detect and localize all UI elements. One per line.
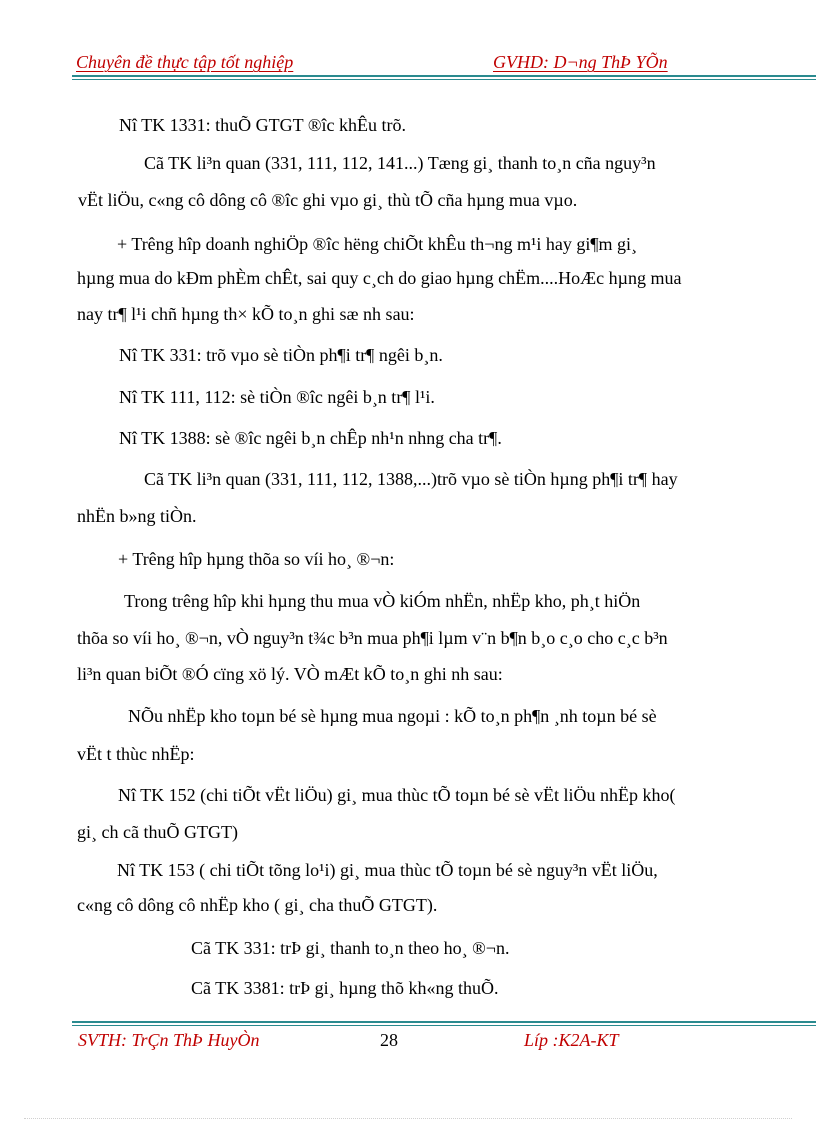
body-line: Nî TK 1331: thuÕ GTGT ®îc khÊu trõ. [119,115,406,135]
body-line: gi¸ ch cã thuÕ GTGT) [77,822,238,842]
body-line: hµng mua do kÐm phÈm chÊt, sai quy c¸ch do giao hµng chËm....HoÆc hµng mua [77,268,682,288]
body-line: Trong trêng hîp khi hµng thu mua vÒ kiÓm nhËn, nhËp kho, ph¸t hiÖn [124,591,641,611]
body-line: c«ng cô dông cô nhËp kho ( gi¸ cha thuÕ GTGT). [77,895,438,915]
body-line: Cã TK 3381: trÞ gi¸ hµng thõ kh«ng thuÕ. [191,978,499,998]
footer-rule [72,1021,816,1026]
body-line: NÕu nhËp kho toµn bé sè hµng mua ngoµi : kÕ to¸n ph¶n ¸nh toµn bé sè [128,706,657,726]
body-line: Nî TK 111, 112: sè tiÒn ®îc ngêi b¸n tr¶ l¹i. [119,387,435,407]
body-line: nhËn b»ng tiÒn. [77,506,197,526]
body-line: Cã TK li³n quan (331, 111, 112, 1388,...)trõ vµo sè tiÒn hµng ph¶i tr¶ hay [144,469,678,489]
page-edge-divider [24,1118,792,1119]
body-line: Nî TK 152 (chi tiÕt vËt liÖu) gi¸ mua thùc tÕ toµn bé sè vËt liÖu nhËp kho( [118,785,676,805]
body-line: Nî TK 153 ( chi tiÕt tõng lo¹i) gi¸ mua thùc tÕ toµn bé sè nguy³n vËt liÖu, [117,860,658,880]
body-line: Nî TK 331: trõ vµo sè tiÒn ph¶i tr¶ ngêi b¸n. [119,345,443,365]
body-line: thõa so víi ho¸ ®¬n, vÒ nguy³n t¾c b³n mua ph¶i lµm v¨n b¶n b¸o c¸o cho c¸c b³n [77,628,668,648]
body-line: Cã TK li³n quan (331, 111, 112, 141...) Tæng gi¸ thanh to¸n cña nguy³n [144,153,656,173]
footer-student: SVTH: TrÇn ThÞ HuyÒn [78,1030,260,1050]
body-line: Nî TK 1388: sè ®îc ngêi b¸n chÊp nh¹n nhng cha tr¶. [119,428,502,448]
body-line: li³n quan biÕt ®Ó cïng xö lý. VÒ mÆt kÕ to¸n ghi nh sau: [77,664,503,684]
page-number: 28 [380,1030,398,1050]
header-rule [72,75,816,80]
body-line: + Trêng hîp hµng thõa so víi ho¸ ®¬n: [118,549,395,569]
body-line: + Trêng hîp doanh nghiÖp ®îc hëng chiÕt khÊu th¬ng m¹i hay gi¶m gi¸ [117,234,637,254]
body-line: nay tr¶ l¹i chñ hµng th× kÕ to¸n ghi sæ nh sau: [77,304,415,324]
body-line: vËt t thùc nhËp: [77,744,195,764]
footer-class: Líp :K2A-KT [524,1030,619,1050]
body-line: vËt liÖu, c«ng cô dông cô ®îc ghi vµo gi¸ thù tÕ cña hµng mua vµo. [78,190,578,210]
header-supervisor: GVHD: D¬ng ThÞ YÕn [493,52,668,72]
header-title: Chuyên đề thực tập tốt nghiệp [76,52,294,72]
body-line: Cã TK 331: trÞ gi¸ thanh to¸n theo ho¸ ®¬n. [191,938,510,958]
